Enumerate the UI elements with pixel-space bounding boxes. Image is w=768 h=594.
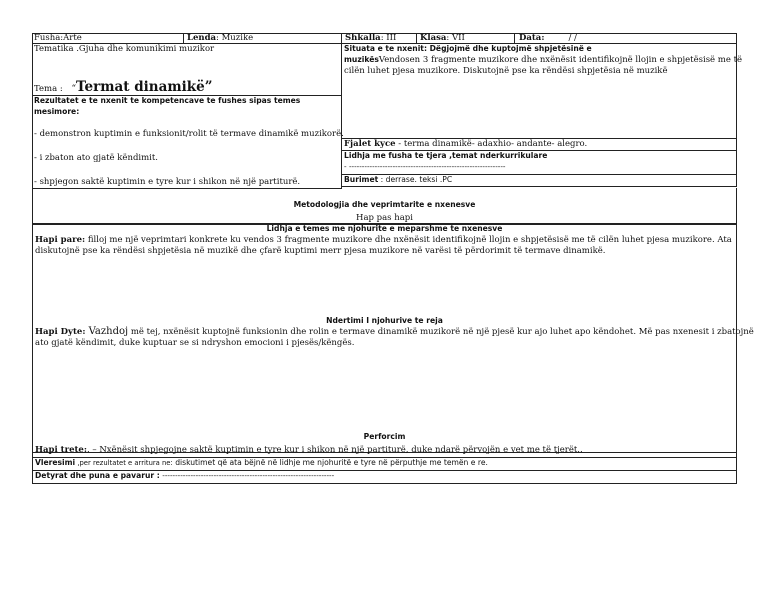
fusha-value: :Arte	[60, 33, 82, 43]
klasa-value: : VII	[446, 33, 465, 43]
situata-label: Situata e te nxenit	[344, 44, 424, 53]
hapi-pare-text-1: filloj me një veprimtari konkrete ku vendos 3 fragmente muzikore dhe nxënësit identifikojnë llojin e shpjetësisë me të cilën luhet pjesa muzikore. Ata	[85, 235, 732, 245]
hapi-dyte-label: Hapi Dyte:	[35, 327, 86, 337]
tema-label: Tema :	[34, 84, 63, 94]
data-field	[519, 33, 577, 43]
burimet-label: Burimet	[344, 175, 379, 184]
fjalet-kyce-line	[344, 139, 587, 149]
hapi-dyte-text-2: ato gjatë këndimit, duke kuptuar se si ndryshon emocioni i pjesës/këngës.	[35, 338, 355, 348]
situata-title-line	[344, 44, 592, 54]
rezultat-item-1: - demonstron kuptimin e funksionit/rolit të termave dinamikë muzikorë.	[34, 129, 344, 139]
shkalla-label: Shkalla	[345, 33, 381, 43]
situata-title-cont: muzikës	[344, 55, 379, 64]
detyrat-value: -------------------------------------------------------------------	[159, 471, 335, 480]
situata-text-2: cilën luhet pjesa muzikore. Diskutojnë pse ka rëndësi shpjetësia në muzikë	[344, 66, 668, 76]
fusha-label: Fusha	[34, 33, 61, 43]
metodologjia-heading: Metodologjia dhe veprimtarite e nxenesve	[293, 200, 476, 209]
perforcim-heading: Perforcim	[363, 432, 406, 441]
situata-line-2	[344, 55, 742, 65]
metodologjia-sub: Hap pas hapi	[356, 213, 413, 223]
hapi-dyte-line-1	[35, 327, 754, 337]
hapi-trete-line	[35, 445, 583, 455]
tema-title: Termat dinamikë”	[76, 79, 213, 95]
shkalla-value: : III	[380, 33, 397, 43]
hapi-pare-label: Hapi pare:	[35, 235, 86, 245]
situata-text-1: Vendosen 3 fragmente muzikore dhe nxënësit identifikojnë llojin e shpjetësisë me të	[378, 55, 743, 65]
tema-line	[34, 81, 212, 96]
tema-quote: “	[71, 84, 77, 94]
rezultatet-heading-cont: mesimore:	[34, 107, 80, 116]
lenda-field	[187, 33, 253, 43]
tematika-text: Tematika .Gjuha dhe komunikimi muzikor	[34, 44, 215, 54]
hapi-trete-text: . – Nxënësit shpjegojne saktë kuptimin e tyre kur i shikon në një partiturë, duke ndarë përvojën e vet me të tjerët..	[86, 445, 583, 455]
vleresimi-value: diskutimet që ata bëjnë në lidhje me njohuritë e tyre në përputhje me temën e re.	[172, 458, 488, 467]
ndertimi-heading: Ndertimi I njohurive te reja	[326, 316, 443, 325]
lidhja-njohurite-heading: Lidhja e temes me njohurite e meparshme te nxenesve	[266, 224, 503, 233]
rezultat-item-3: - shpjegon saktë kuptimin e tyre kur i shikon në një partiturë.	[34, 177, 301, 187]
situata-title: : Dëgjojmë dhe kuptojmë shpjetësinë e	[423, 44, 592, 53]
burimet-value: : derrase. teksi .PC	[378, 175, 453, 184]
hapi-pare-line-1	[35, 235, 732, 245]
lenda-label: Lenda	[187, 33, 217, 43]
vleresimi-line	[35, 458, 488, 468]
vleresimi-sub: ,per rezultatet e arritura ne:	[75, 459, 173, 467]
lidhja-fusha-label: Lidhja me fusha te tjera ,temat nderkurrikulare	[344, 151, 548, 160]
hapi-dyte-lead: Vazhdoj	[85, 326, 129, 337]
rezultat-item-2: - i zbaton ato gjatë këndimit.	[34, 153, 158, 163]
fjalet-kyce-value: - terma dinamikë- adaxhio- andante- alegro.	[395, 139, 588, 149]
detyrat-line	[35, 471, 334, 481]
burimet-line	[344, 175, 452, 185]
fusha-field	[34, 33, 82, 43]
fjalet-kyce-label: Fjalet kyce	[344, 139, 396, 149]
detyrat-label: Detyrat dhe puna e pavarur :	[35, 471, 160, 480]
rezultatet-heading: Rezultatet e te nxenit te kompetencave te fushes sipas temes	[34, 96, 301, 105]
shkalla-field	[345, 33, 396, 43]
hapi-pare-text-2: diskutojnë pse ka rëndësi shpjetësia në muzikë dhe çfarë kuptimi merr pjesa muzikore në varësi të përdorimit të termave dinamikë.	[35, 246, 606, 256]
klasa-label: Klasa	[420, 33, 447, 43]
hapi-trete-label: Hapi trete:	[35, 445, 87, 455]
klasa-field	[420, 33, 465, 43]
vleresimi-label: Vleresimi	[35, 458, 76, 467]
lidhja-fusha-value: - -------------------------------------------------------------	[344, 162, 506, 171]
hapi-dyte-text-1: më tej, nxënësit kuptojnë funksionin dhe rolin e termave dinamikë muzikorë në një pjesë kur ajo luhet apo këndohet. Më pas nxenesit i zbatojnë	[128, 327, 754, 337]
data-value: / /	[568, 33, 577, 43]
lenda-value: : Muzike	[216, 33, 254, 43]
data-label: Data:	[519, 33, 545, 43]
